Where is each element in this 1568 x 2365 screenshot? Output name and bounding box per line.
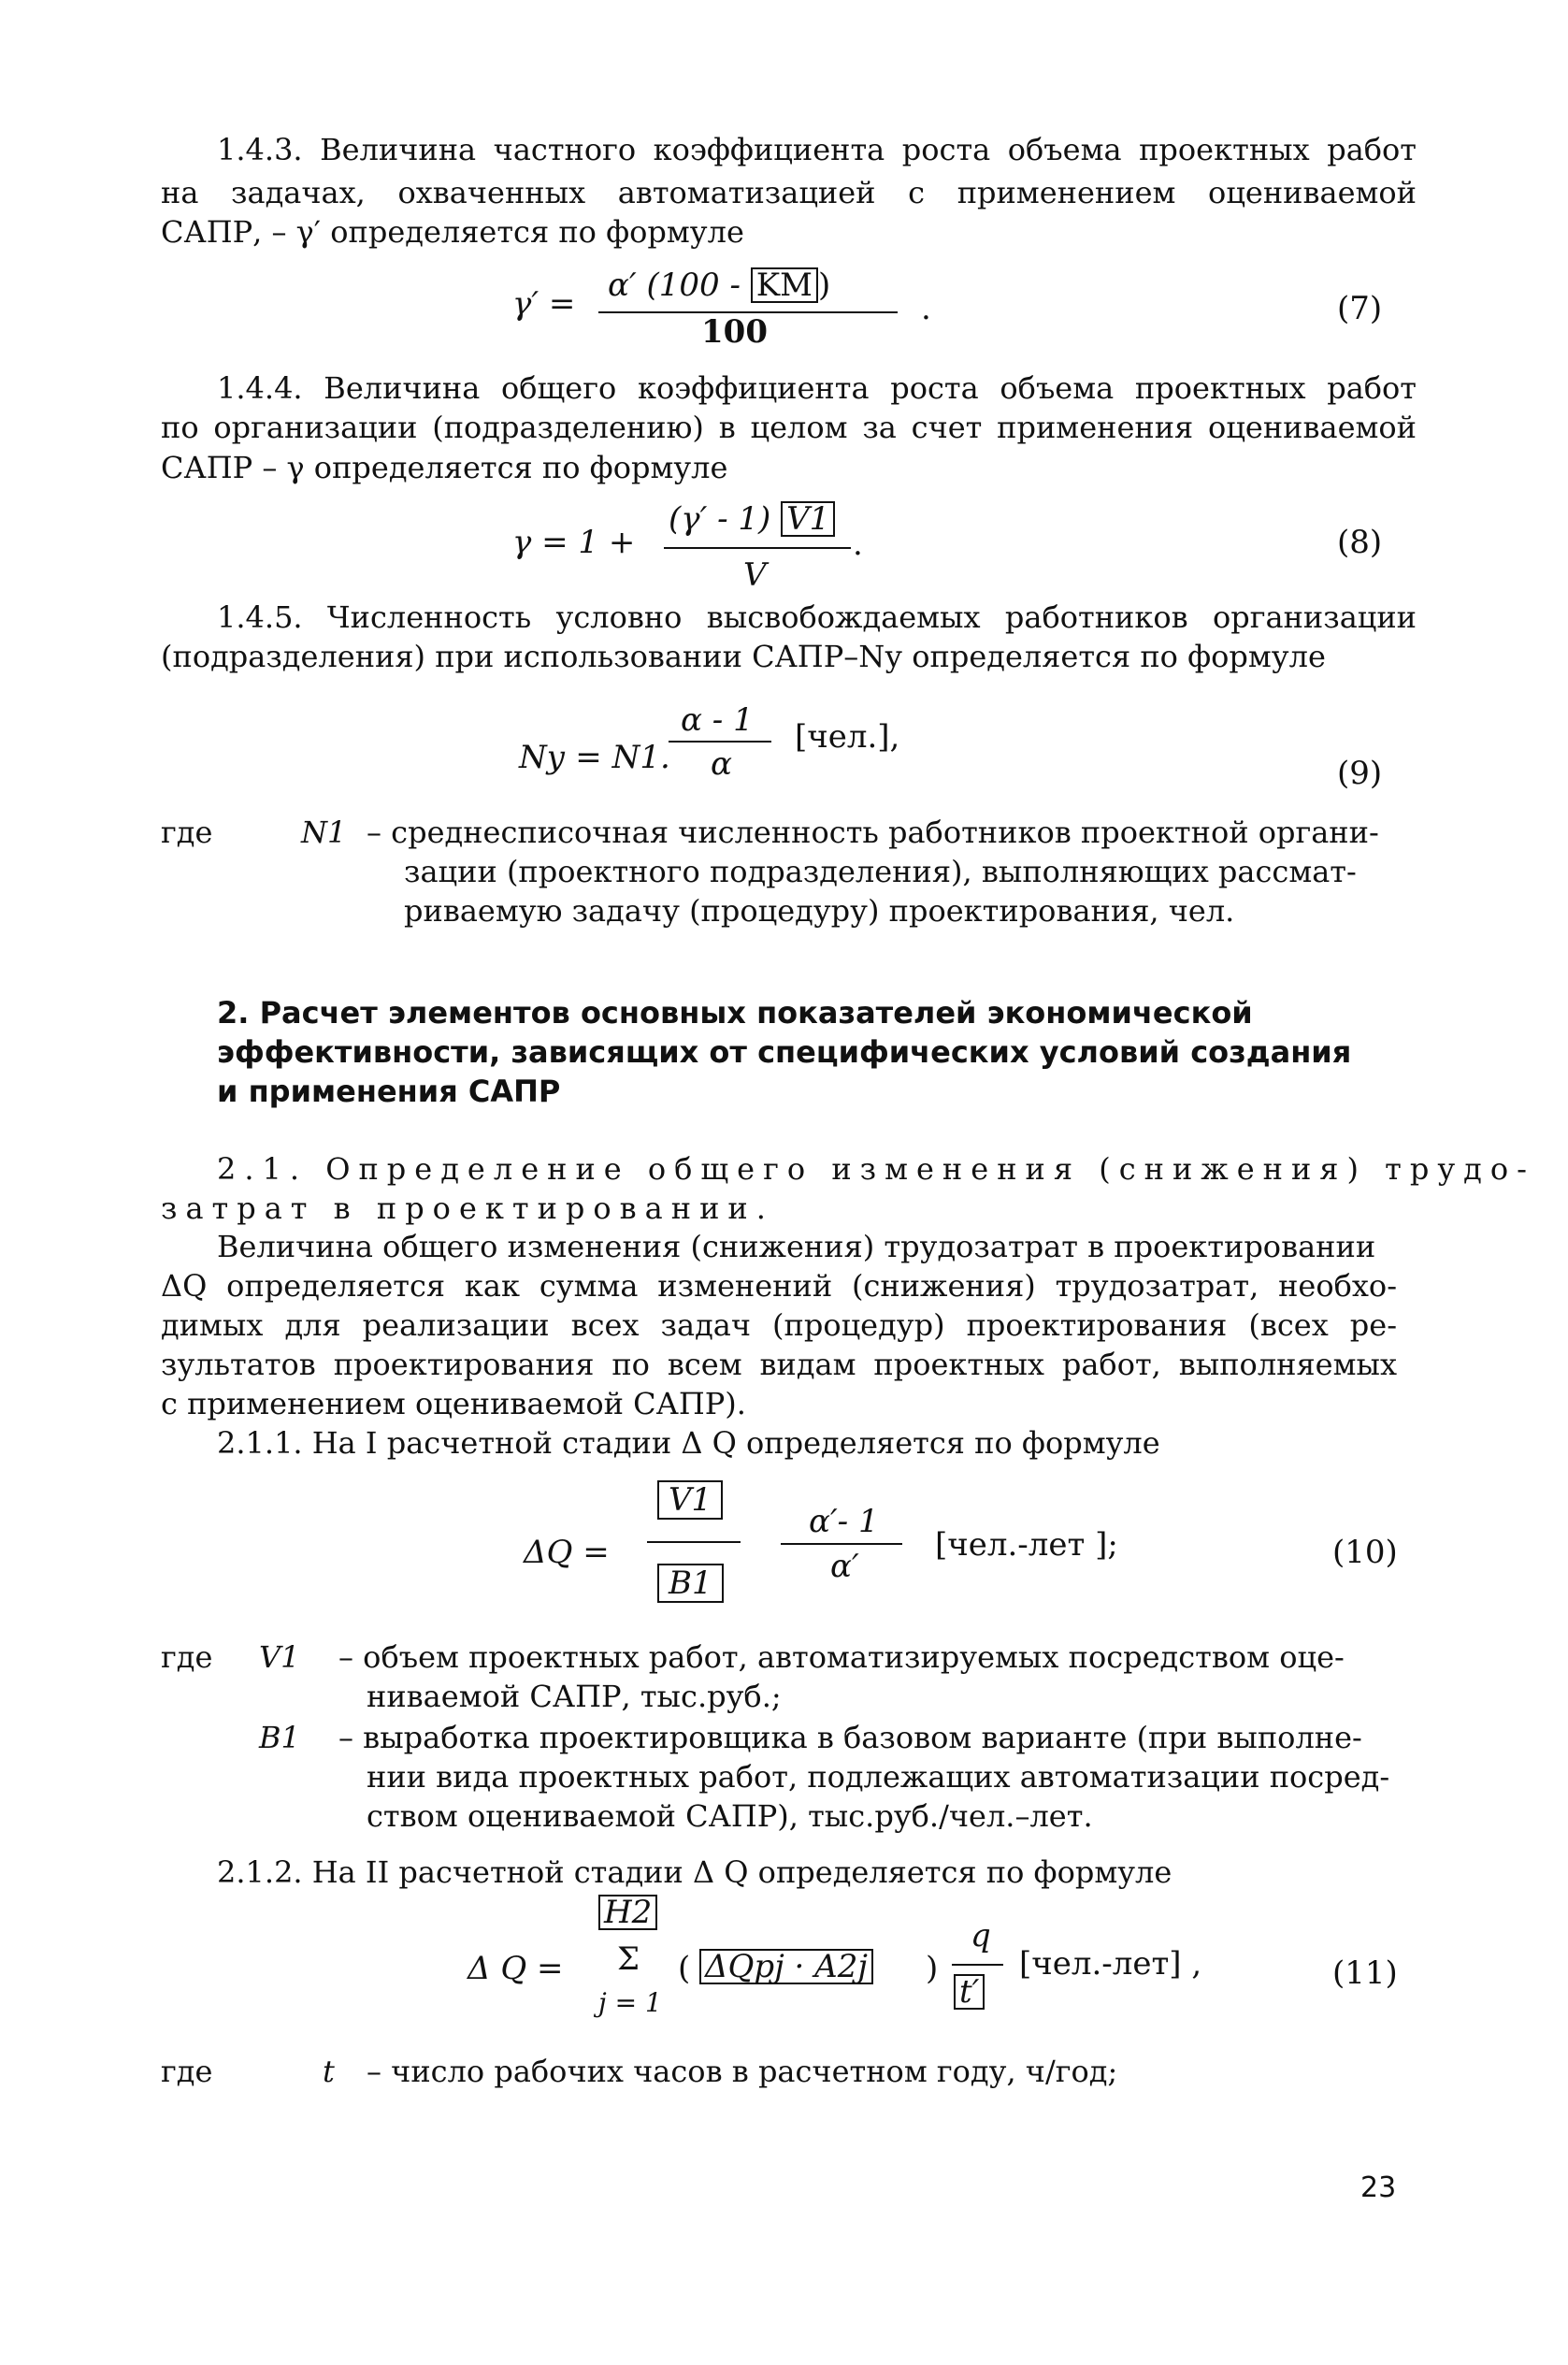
f8-eq-number: (8) bbox=[1337, 524, 1383, 561]
f8-fraction-bar bbox=[664, 547, 851, 549]
f10-lhs: ΔQ = bbox=[524, 1534, 610, 1571]
f7-eq-number: (7) bbox=[1337, 290, 1383, 327]
s21-para-line3: димых для реализации всех задач (процедур) проектирования (всех ре- bbox=[161, 1307, 1397, 1343]
where10-desc2-a: – выработка проектировщика в базовом варианте (при выполне- bbox=[338, 1720, 1362, 1755]
f9-denominator: α bbox=[711, 745, 732, 783]
f10-num1 bbox=[657, 1480, 723, 1520]
f10-den1 bbox=[657, 1564, 724, 1603]
s143-line1: 1.4.3. Величина частного коэффициента роста объема проектных работ bbox=[217, 132, 1417, 167]
f9-fraction-bar bbox=[669, 741, 771, 743]
s21-title-line2: затрат в проектировании. bbox=[161, 1190, 774, 1226]
f11-box-h2: H2 bbox=[598, 1895, 657, 1930]
s21-para-line1: Величина общего изменения (снижения) трудозатрат в проектировании bbox=[217, 1229, 1376, 1264]
s21-para-line5: с применением оцениваемой САПР). bbox=[161, 1386, 746, 1421]
where10-desc2-b: нии вида проектных работ, подлежащих автоматизации посред- bbox=[367, 1759, 1390, 1795]
f10-box-v1: V1 bbox=[657, 1480, 723, 1520]
f11-close-paren: ) bbox=[926, 1950, 939, 1987]
f11-box-t: t′ bbox=[954, 1974, 985, 2010]
f11-den bbox=[954, 1973, 985, 2011]
where9-label: где bbox=[161, 815, 213, 850]
where11-symbol: t bbox=[323, 2054, 335, 2089]
s144-line3: САПР – γ определяется по формуле bbox=[161, 450, 728, 485]
page-number: 23 bbox=[1360, 2171, 1397, 2204]
f10-fraction-bar-1 bbox=[647, 1541, 741, 1543]
s145-line2: (подразделения) при использовании САПР–Nу определяется по формуле bbox=[161, 639, 1326, 674]
where11-desc: – число рабочих часов в расчетном году, ч/год; bbox=[367, 2054, 1118, 2089]
s21-para-line4: зультатов проектирования по всем видам проектных работ, выполняемых bbox=[161, 1347, 1397, 1382]
f11-eq-number: (11) bbox=[1332, 1954, 1398, 1992]
s21-title-line1: 2.1. Определение общего изменения (снижения) трудо- bbox=[217, 1151, 1535, 1187]
where10-desc1-b: ниваемой САПР, тыс.руб.; bbox=[367, 1679, 782, 1714]
f10-eq-number: (10) bbox=[1332, 1534, 1398, 1571]
f11-box-term: ΔQpj · A2j bbox=[699, 1949, 873, 1984]
f7-denominator: 100 bbox=[701, 313, 768, 351]
where10-desc2-c: ством оцениваемой САПР), тыс.руб./чел.–лет. bbox=[367, 1798, 1093, 1834]
f11-fraction-bar bbox=[952, 1964, 1003, 1966]
where9-line2: зации (проектного подразделения), выполняющих рассмат- bbox=[404, 854, 1357, 889]
f11-term bbox=[699, 1948, 873, 1985]
f10-num2: α′- 1 bbox=[809, 1503, 879, 1540]
s145-line1: 1.4.5. Численность условно высвобождаемых работников организации bbox=[217, 599, 1417, 635]
f11-lower: j = 1 bbox=[598, 1987, 662, 2018]
f8-box-v1: V1 bbox=[781, 501, 835, 537]
f7-numerator bbox=[608, 267, 830, 304]
f8-lhs: γ = 1 + bbox=[512, 524, 636, 561]
where10-desc1-a: – объем проектных работ, автоматизируемых посредством оце- bbox=[338, 1639, 1345, 1675]
f8-numerator bbox=[669, 500, 835, 538]
where9-line1: – среднесписочная численность работников проектной органи- bbox=[367, 815, 1379, 850]
where11-label: где bbox=[161, 2054, 213, 2089]
heading2-line1: 2. Расчет элементов основных показателей экономической bbox=[217, 995, 1253, 1031]
f11-num: q bbox=[971, 1917, 991, 1954]
heading2-line3: и применения САПР bbox=[217, 1074, 561, 1109]
s143-line2: на задачах, охваченных автоматизацией с применением оцениваемой bbox=[161, 175, 1417, 210]
f10-unit: [чел.-лет ]; bbox=[935, 1526, 1118, 1564]
where9-symbol: N1 bbox=[301, 815, 347, 850]
where10-label: где bbox=[161, 1639, 213, 1675]
f9-unit: [чел.], bbox=[795, 718, 900, 756]
s144-line1: 1.4.4. Величина общего коэффициента роста объема проектных работ bbox=[217, 370, 1417, 406]
where9-line3: риваемую задачу (процедуру) проектирования, чел. bbox=[404, 893, 1235, 929]
f9-eq-number: (9) bbox=[1337, 755, 1383, 792]
f11-unit: [чел.-лет] , bbox=[1019, 1945, 1202, 1983]
s212-line: 2.1.2. На II расчетной стадии Δ Q определяется по формуле bbox=[217, 1854, 1172, 1890]
s21-para-line2: ΔQ определяется как сумма изменений (снижения) трудозатрат, необхо- bbox=[161, 1268, 1397, 1304]
heading2-line2: эффективности, зависящих от специфических условий создания bbox=[217, 1034, 1352, 1070]
s144-line2: по организации (подразделению) в целом за счет применения оцениваемой bbox=[161, 410, 1417, 445]
f10-fraction-bar-2 bbox=[781, 1543, 902, 1545]
f8-denominator: V bbox=[743, 556, 767, 594]
f10-den2: α′ bbox=[830, 1548, 859, 1585]
f7-dot: . bbox=[921, 290, 931, 327]
f7-lhs: γ′ = bbox=[512, 285, 576, 323]
where10-symbol-v1: V1 bbox=[259, 1639, 300, 1675]
where10-symbol-b1: B1 bbox=[259, 1720, 300, 1755]
f9-numerator: α - 1 bbox=[681, 701, 754, 739]
f9-lhs: Nу = N1. bbox=[519, 739, 670, 776]
f8-num-a: (γ′ - 1) bbox=[669, 500, 771, 538]
f11-upper bbox=[598, 1894, 657, 1931]
s211-line: 2.1.1. На I расчетной стадии Δ Q определяется по формуле bbox=[217, 1425, 1160, 1461]
f7-box-km: KМ bbox=[751, 267, 818, 303]
f11-sigma: Σ bbox=[617, 1940, 640, 1978]
f11-lhs: Δ Q = bbox=[468, 1950, 564, 1987]
f7-num-a: α′ (100 - bbox=[608, 267, 741, 304]
s143-line3: САПР, – γ′ определяется по формуле bbox=[161, 214, 744, 250]
f11-open-paren: ( bbox=[678, 1950, 691, 1987]
f10-box-b1: B1 bbox=[657, 1564, 724, 1603]
f8-dot: . bbox=[853, 526, 863, 563]
f7-num-c: ) bbox=[817, 267, 831, 304]
